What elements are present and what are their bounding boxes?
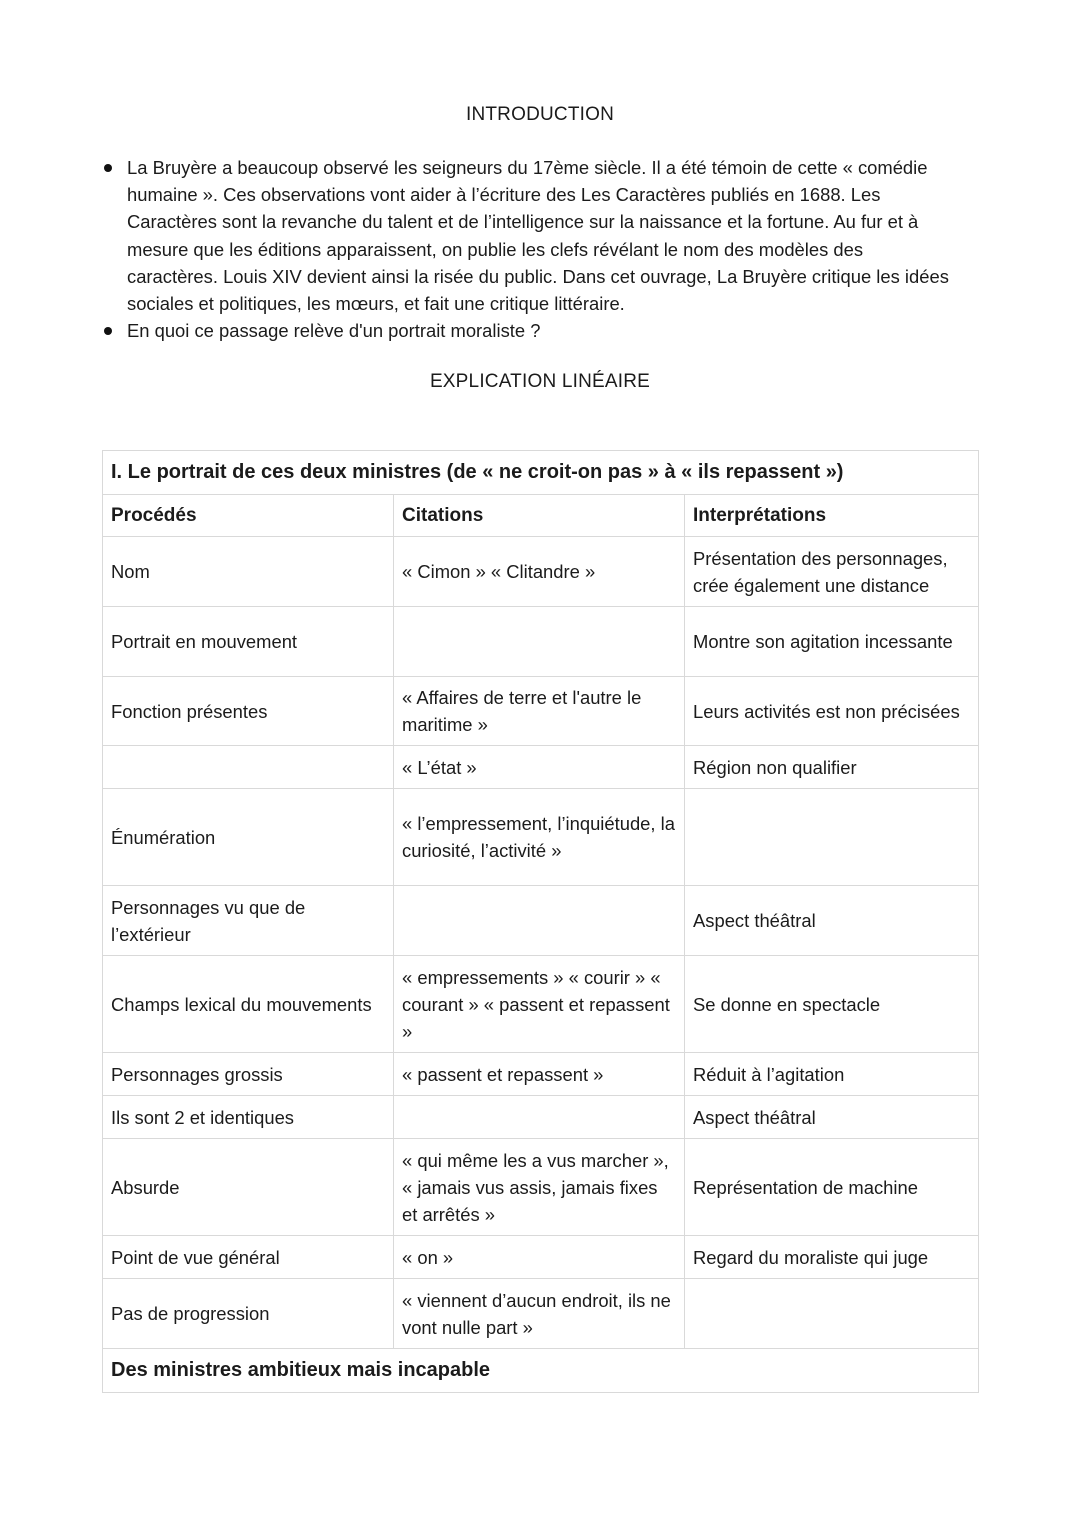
table-row	[103, 1139, 979, 1236]
cell-interpretation: Leurs activités est non précisées	[685, 677, 979, 746]
cell-interpretation: Se donne en spectacle	[685, 956, 979, 1053]
cell-procede: Nom	[103, 537, 394, 607]
cell-citation: « Affaires de terre et l'autre le maritime »	[394, 677, 685, 746]
table-row	[103, 789, 979, 886]
table-row	[103, 1053, 979, 1096]
cell-citation: « passent et repassent »	[394, 1053, 685, 1096]
bullet-problematique: En quoi ce passage relève d'un portrait moraliste ?	[104, 317, 954, 344]
cell-citation	[394, 607, 685, 677]
cell-citation: « L’état »	[394, 746, 685, 789]
cell-procede: Absurde	[103, 1139, 394, 1236]
cell-procede: Portrait en mouvement	[103, 607, 394, 677]
table-row	[103, 1279, 979, 1349]
table-header-row	[103, 495, 979, 537]
cell-procede: Énumération	[103, 789, 394, 886]
explication-heading: EXPLICATION LINÉAIRE	[429, 371, 651, 392]
section-title: I. Le portrait de ces deux ministres (de « ne croit-on pas » à « ils repassent »)	[103, 451, 979, 495]
conclusion-row	[103, 1349, 979, 1393]
bullet-context: La Bruyère a beaucoup observé les seigneurs du 17ème siècle. Il a été témoin de cette « comédie humaine ». Ces observations vont aider à l’écriture des Les Caractères publiés en 1688. Les Caractères sont la revanche du talent et de l’intelligence sur la naissance et la fortune. Au fur et à mesure que les éditions apparaissent, on publie les clefs révélant le nom des modèles des caractères. Louis XIV devient ainsi la risée du public. Dans cet ouvrage, La Bruyère critique les idées sociales et politiques, les mœurs, et fait une critique littéraire.	[104, 154, 954, 317]
conclusion-text: Des ministres ambitieux mais incapable	[103, 1349, 979, 1393]
cell-interpretation: Regard du moraliste qui juge	[685, 1236, 979, 1279]
header-interpretations: Interprétations	[685, 495, 979, 537]
header-citations: Citations	[394, 495, 685, 537]
cell-citation: « empressements » « courir » « courant » « passent et repassent »	[394, 956, 685, 1053]
cell-procede	[103, 746, 394, 789]
section-title-row	[103, 451, 979, 495]
introduction-heading: INTRODUCTION	[465, 104, 615, 125]
cell-citation	[394, 1096, 685, 1139]
cell-citation: « Cimon » « Clitandre »	[394, 537, 685, 607]
table-row	[103, 677, 979, 746]
table-row	[103, 956, 979, 1053]
cell-citation: « viennent d’aucun endroit, ils ne vont nulle part »	[394, 1279, 685, 1349]
cell-interpretation	[685, 1279, 979, 1349]
introduction-bullet-list	[104, 154, 954, 344]
table-row	[103, 537, 979, 607]
cell-interpretation: Région non qualifier	[685, 746, 979, 789]
cell-interpretation	[685, 789, 979, 886]
cell-interpretation: Montre son agitation incessante	[685, 607, 979, 677]
analysis-table	[102, 450, 979, 1393]
cell-procede: Fonction présentes	[103, 677, 394, 746]
cell-procede: Champs lexical du mouvements	[103, 956, 394, 1053]
cell-citation: « on »	[394, 1236, 685, 1279]
cell-interpretation: Présentation des personnages, crée également une distance	[685, 537, 979, 607]
table-row	[103, 746, 979, 789]
cell-citation	[394, 886, 685, 956]
cell-citation: « l’empressement, l’inquiétude, la curiosité, l’activité »	[394, 789, 685, 886]
cell-interpretation: Aspect théâtral	[685, 1096, 979, 1139]
cell-procede: Point de vue général	[103, 1236, 394, 1279]
cell-interpretation: Représentation de machine	[685, 1139, 979, 1236]
table-row	[103, 1096, 979, 1139]
cell-citation: « qui même les a vus marcher », « jamais vus assis, jamais fixes et arrêtés »	[394, 1139, 685, 1236]
table-row	[103, 1236, 979, 1279]
cell-interpretation: Aspect théâtral	[685, 886, 979, 956]
cell-procede: Pas de progression	[103, 1279, 394, 1349]
cell-procede: Personnages vu que de l’extérieur	[103, 886, 394, 956]
table-row	[103, 607, 979, 677]
cell-interpretation: Réduit à l’agitation	[685, 1053, 979, 1096]
table-row	[103, 886, 979, 956]
header-procedes: Procédés	[103, 495, 394, 537]
cell-procede: Ils sont 2 et identiques	[103, 1096, 394, 1139]
cell-procede: Personnages grossis	[103, 1053, 394, 1096]
